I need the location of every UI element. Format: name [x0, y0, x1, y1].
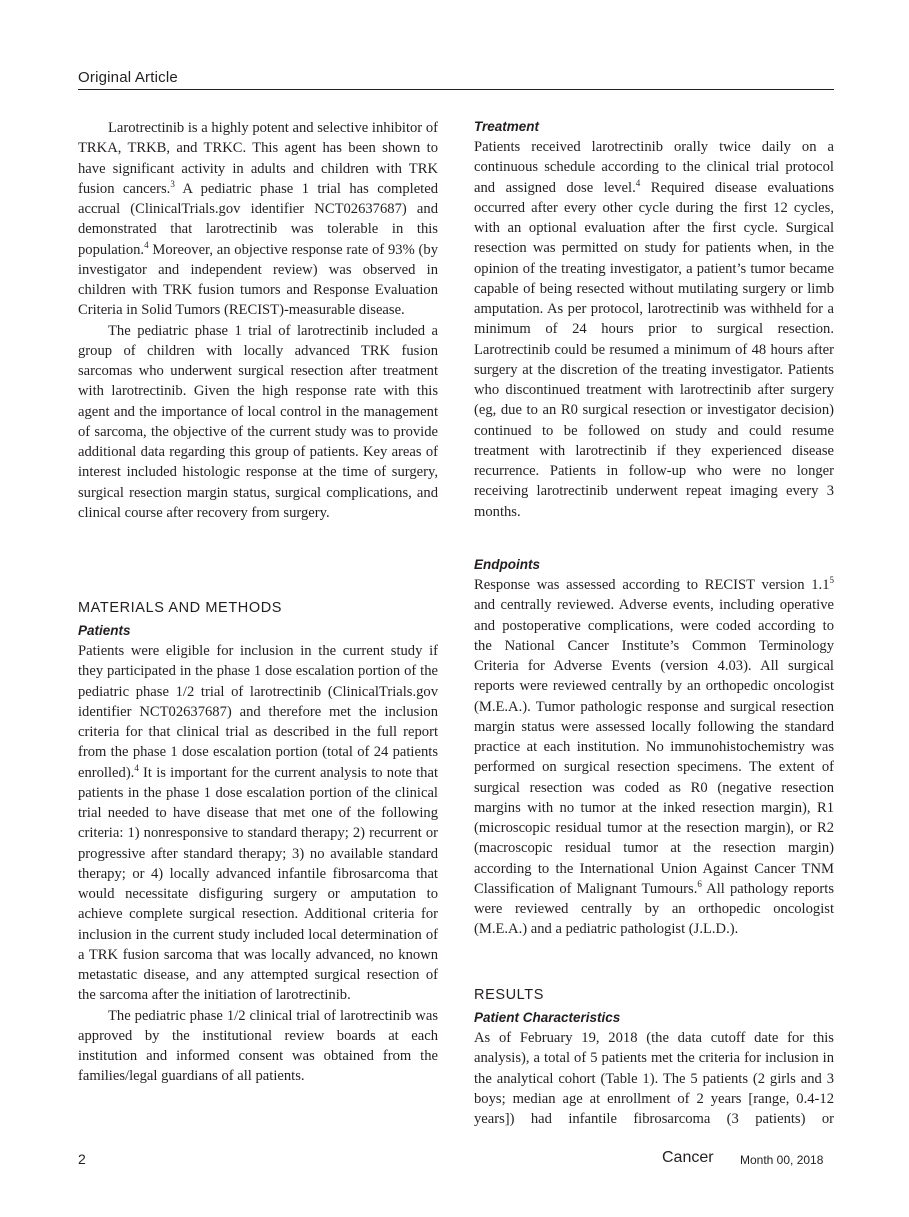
- paragraph: [78, 118, 438, 321]
- text: A pediatric phase 1 trial has completed accrual (ClinicalTrials.gov identifier NCT02637687) and demonstrated that larotrectinib was tolerable in this population.: [78, 180, 439, 258]
- subsection-heading: Patients: [78, 623, 131, 638]
- running-header: Original Article: [78, 69, 178, 86]
- text: and centrally reviewed. Adverse events, including operative and postoperative complications, were coded according to the National Cancer Institute’s Common Terminology Criteria for Adverse Events (version 4.03). All surgical reports were reviewed centrally by an orthopedic oncologist (M.E.A.). Tumor pathologic response and surgical resection margin status were assessed locally following the standard practice at each institution. No immunohistochemistry was performed on surgical resection specimens. The extent of surgical resection was coded as R0 (negative resection margins with no tumor at the inked resection margin), R1 (microscopic residual tumor at the resection margin), or R2 (macroscopic residual tumor at the resection margin) according to the International Union Against Cancer TNM Classification of Malignant Tumours.: [474, 597, 834, 897]
- header-rule: [78, 89, 834, 90]
- subsection-heading: Patient Characteristics: [474, 1010, 621, 1025]
- text: All pathology reports were reviewed centrally by an orthopedic oncologist (M.E.A.) and a pediatric pathologist (J.L.D.).: [474, 880, 834, 938]
- citation: 3: [170, 178, 175, 189]
- citation: 4: [144, 239, 149, 250]
- text: Patients were eligible for inclusion in the current study if they participated in the phase 1 dose escalation portion of the pediatric phase 1/2 trial of larotrectinib (ClinicalTrials.gov identifier NCT02637687) and therefore met the inclusion criteria for that clinical trial as described in the full report from the phase 1 dose escalation portion (total of 24 patients enrolled).: [78, 643, 438, 781]
- section-heading: MATERIALS AND METHODS: [78, 600, 283, 616]
- text: Response was assessed according to RECIST version 1.1: [474, 577, 830, 593]
- paragraph: [474, 137, 834, 522]
- citation: 4: [134, 762, 139, 773]
- page-number: 2: [78, 1151, 86, 1167]
- left-column: [78, 118, 438, 523]
- methods-section: [78, 598, 438, 1087]
- paragraph: [78, 641, 438, 1006]
- journal-name: Cancer: [662, 1149, 714, 1166]
- endpoints-section: [474, 555, 834, 940]
- text: Larotrectinib is a highly potent and selective inhibitor of TRKA, TRKB, and TRKC. This agent has been shown to have significant activity in adults and children with TRK fusion cancers.: [78, 120, 438, 197]
- subsection-heading: Treatment: [474, 119, 540, 134]
- text: Patients received larotrectinib orally twice daily on a continuous schedule according to the clinical trial protocol and assigned dose level.: [474, 139, 834, 196]
- paragraph: As of February 19, 2018 (the data cutoff date for this analysis), a total of 5 patients met the criteria for inclusion in the analytical cohort (Table 1). The 5 patients (2 girls and 3 boys; median age at enrollment of 2 years [range, 0.4-12 years]) had infantile fibrosarcoma (3 patients) or: [474, 1030, 834, 1127]
- subsection-heading: Endpoints: [474, 557, 540, 572]
- right-column: [474, 117, 834, 522]
- paragraph: [474, 575, 834, 940]
- section-heading: RESULTS: [474, 987, 545, 1003]
- citation: 5: [829, 575, 834, 585]
- paragraph: The pediatric phase 1 trial of larotrectinib included a group of children with locally advanced TRK fusion sarcomas who underwent surgical resection after treatment with larotrectinib. Given the high response rate with this agent and the importance of local control in the management of sarcoma, the objective of the current study was to provide additional data regarding this group of patients. Key areas of interest included histologic response at the time of surgery, surgical resection margin status, surgical complications, and clinical course after recovery from surgery.: [78, 322, 438, 521]
- citation: 4: [635, 177, 641, 188]
- citation: 6: [697, 878, 702, 889]
- text: Required disease evaluations occurred after every other cycle during the first 12 cycles, with an optional evaluation after the first cycle. Surgical resection was permitted on study for patients when, in the opinion of the treating investigator, a patient’s tumor became capable of being resected without mutilating surgery or limb amputation. As per protocol, larotrectinib was withheld for a minimum of 24 hours prior to surgical resection. Larotrectinib could be resumed a minimum of 48 hours after surgery at the discretion of the treating investigator. Patients who discontinued treatment with larotrectinib after surgery (eg, due to an R0 surgical resection or investigator decision) continued to be followed on study and could resume treatment with larotrectinib if they experienced disease recurrence. Patients in follow-up who were no longer receiving larotrectinib underwent repeat imaging every 3 months.: [474, 179, 834, 520]
- paragraph: The pediatric phase 1/2 clinical trial of larotrectinib was approved by the institutional review boards at each institution and informed consent was obtained from the families/legal guardians of all patients.: [78, 1007, 438, 1085]
- text: It is important for the current analysis to note that patients in the phase 1 dose escalation portion of the clinical trial needed to have disease that met one of the following criteria: 1) nonresponsive to standard therapy; 2) recurrent or progressive after standard therapy; 3) no available standard therapy; or 4) locally advanced infantile fibrosarcoma that would necessitate disfiguring surgery or amputation to achieve complete surgical resection. Additional criteria for inclusion in the current study included local determination of a TRK fusion sarcoma that was locally advanced, no known metastatic disease, and any attempted surgical resection of the sarcoma after the initiation of larotrectinib.: [78, 764, 438, 1004]
- results-section: [474, 985, 834, 1129]
- text: Moreover, an objective response rate of 93% (by investigator and independent review) was observed in children with TRK fusion tumors and Response Evaluation Criteria in Solid Tumors (RECIST)-measurable disease.: [78, 241, 438, 319]
- issue-date: Month 00, 2018: [740, 1153, 824, 1167]
